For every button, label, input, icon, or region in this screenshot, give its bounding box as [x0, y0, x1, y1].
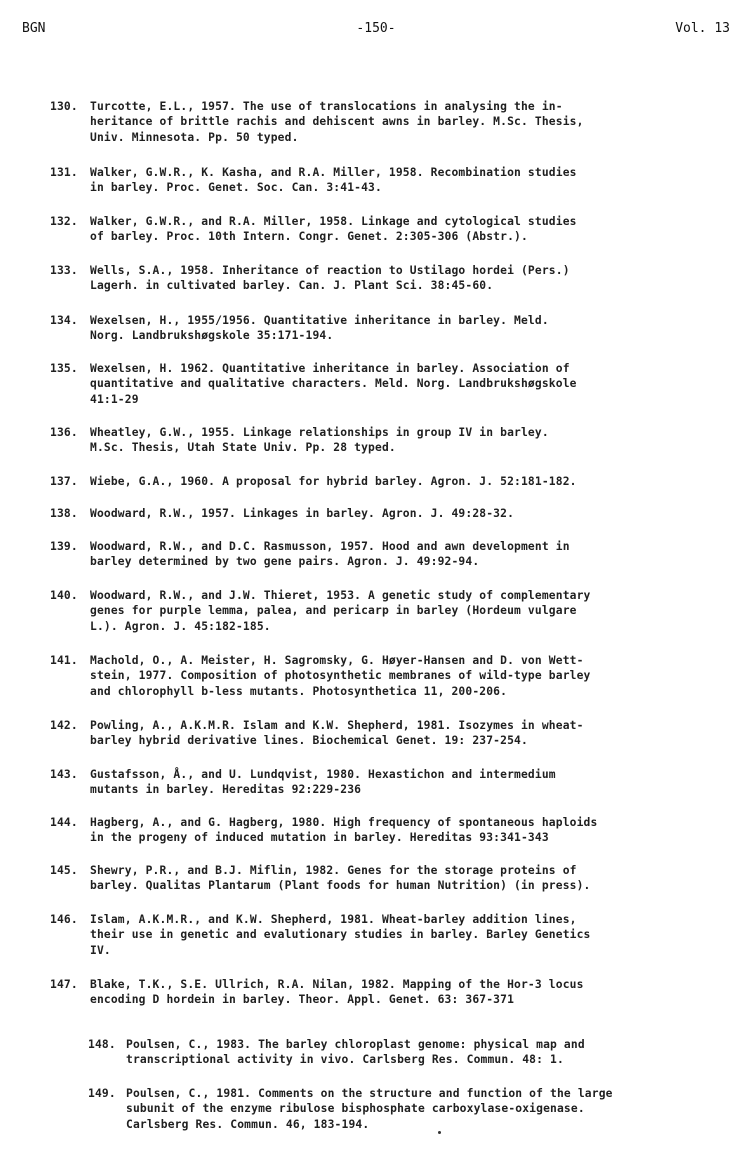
reference-item — [50, 263, 690, 294]
reference-number: 147. — [50, 978, 78, 991]
reference-number: 133. — [50, 264, 78, 277]
reference-item — [50, 539, 690, 570]
reference-number: 139. — [50, 540, 78, 553]
reference-number: 132. — [50, 215, 78, 228]
reference-item — [50, 863, 690, 894]
reference-text: Poulsen, C., 1983. The barley chloroplast genome: physical map and transcriptional activity in vivo. Carlsberg Res. Commun. 48: 1. — [126, 1038, 585, 1067]
journal-abbreviation: BGN — [22, 21, 46, 36]
reference-item — [50, 718, 690, 749]
reference-text: Woodward, R.W., and J.W. Thieret, 1953. A genetic study of complementary genes for purple lemma, palea, and pericarp in barley (Hordeum vulgare L.). Agron. J. 45:182-185. — [90, 589, 591, 633]
reference-item — [50, 653, 690, 699]
reference-number: 144. — [50, 816, 78, 829]
reference-number: 141. — [50, 654, 78, 667]
reference-item — [50, 588, 690, 634]
reference-number: 140. — [50, 589, 78, 602]
reference-number: 142. — [50, 719, 78, 732]
volume-label: Vol. 13 — [675, 21, 730, 36]
reference-number: 134. — [50, 314, 78, 327]
reference-text: Poulsen, C., 1981. Comments on the structure and function of the large subunit of the enzyme ribulose bisphosphate carboxylase-oxigenase. Carlsberg Res. Commun. 46, 183-194. — [126, 1087, 613, 1131]
reference-item — [50, 214, 690, 245]
reference-text: Wexelsen, H., 1955/1956. Quantitative inheritance in barley. Meld. Norg. Landbrukshøgskole 35:171-194. — [90, 314, 549, 343]
reference-number: 136. — [50, 426, 78, 439]
reference-text: Gustafsson, Å., and U. Lundqvist, 1980. Hexastichon and intermedium mutants in barley. Hereditas 92:229-236 — [90, 768, 556, 797]
page-number: -150- — [356, 21, 396, 36]
reference-text: Hagberg, A., and G. Hagberg, 1980. High frequency of spontaneous haploids in the progeny of induced mutation in barley. Hereditas 93:341-343 — [90, 816, 598, 845]
reference-text: Walker, G.W.R., and R.A. Miller, 1958. Linkage and cytological studies of barley. Proc. 10th Intern. Congr. Genet. 2:305-306 (Abstr.). — [90, 215, 577, 244]
reference-text: Powling, A., A.K.M.R. Islam and K.W. Shepherd, 1981. Isozymes in wheat- barley hybrid derivative lines. Biochemical Genet. 19: 237-254. — [90, 719, 584, 748]
reference-item — [50, 815, 690, 846]
reference-item — [50, 425, 690, 456]
reference-text: Wells, S.A., 1958. Inheritance of reaction to Ustilago hordei (Pers.) Lagerh. in cultivated barley. Can. J. Plant Sci. 38:45-60. — [90, 264, 570, 293]
reference-number: 143. — [50, 768, 78, 781]
reference-number: 146. — [50, 913, 78, 926]
reference-number: 131. — [50, 166, 78, 179]
reference-number: 138. — [50, 507, 78, 520]
reference-item — [50, 361, 690, 407]
reference-text: Machold, O., A. Meister, H. Sagromsky, G. Høyer-Hansen and D. von Wett- stein, 1977. Composition of photosynthetic membranes of wild-type barley and chlorophyll b-less mutants. Photosynthetica 11, 200-206. — [90, 654, 591, 698]
reference-number: 130. — [50, 100, 78, 113]
page-header — [22, 20, 730, 38]
reference-number: 135. — [50, 362, 78, 375]
reference-text: Wiebe, G.A., 1960. A proposal for hybrid barley. Agron. J. 52:181-182. — [90, 475, 577, 488]
reference-number: 149. — [88, 1087, 116, 1100]
ink-speck — [438, 1131, 441, 1134]
reference-item — [88, 1037, 710, 1068]
reference-text: Woodward, R.W., and D.C. Rasmusson, 1957. Hood and awn development in barley determined by two gene pairs. Agron. J. 49:92-94. — [90, 540, 570, 569]
reference-item — [50, 506, 690, 521]
reference-text: Wheatley, G.W., 1955. Linkage relationships in group IV in barley. M.Sc. Thesis, Utah State Univ. Pp. 28 typed. — [90, 426, 549, 455]
reference-item — [50, 165, 690, 196]
reference-number: 145. — [50, 864, 78, 877]
reference-item — [50, 912, 690, 958]
reference-text: Woodward, R.W., 1957. Linkages in barley. Agron. J. 49:28-32. — [90, 507, 515, 520]
reference-text: Shewry, P.R., and B.J. Miflin, 1982. Genes for the storage proteins of barley. Qualitas Plantarum (Plant foods for human Nutrition) (in press). — [90, 864, 591, 893]
reference-text: Turcotte, E.L., 1957. The use of translocations in analysing the in- heritance of brittle rachis and dehiscent awns in barley. M.Sc. Thesis, Univ. Minnesota. Pp. 50 typed. — [90, 100, 584, 144]
reference-text: Blake, T.K., S.E. Ullrich, R.A. Nilan, 1982. Mapping of the Hor-3 locus encoding D hordein in barley. Theor. Appl. Genet. 63: 367-371 — [90, 978, 584, 1007]
reference-item — [50, 474, 690, 489]
reference-item — [50, 99, 690, 145]
reference-text: Walker, G.W.R., K. Kasha, and R.A. Miller, 1958. Recombination studies in barley. Proc. Genet. Soc. Can. 3:41-43. — [90, 166, 577, 195]
reference-item — [50, 313, 690, 344]
reference-number: 137. — [50, 475, 78, 488]
reference-text: Islam, A.K.M.R., and K.W. Shepherd, 1981. Wheat-barley addition lines, their use in genetic and evalutionary studies in barley. Barley Genetics IV. — [90, 913, 591, 957]
reference-item — [88, 1086, 710, 1132]
reference-number: 148. — [88, 1038, 116, 1051]
reference-item — [50, 767, 690, 798]
reference-item — [50, 977, 690, 1008]
reference-text: Wexelsen, H. 1962. Quantitative inheritance in barley. Association of quantitative and qualitative characters. Meld. Norg. Landbrukshøgskole 41:1-29 — [90, 362, 577, 406]
